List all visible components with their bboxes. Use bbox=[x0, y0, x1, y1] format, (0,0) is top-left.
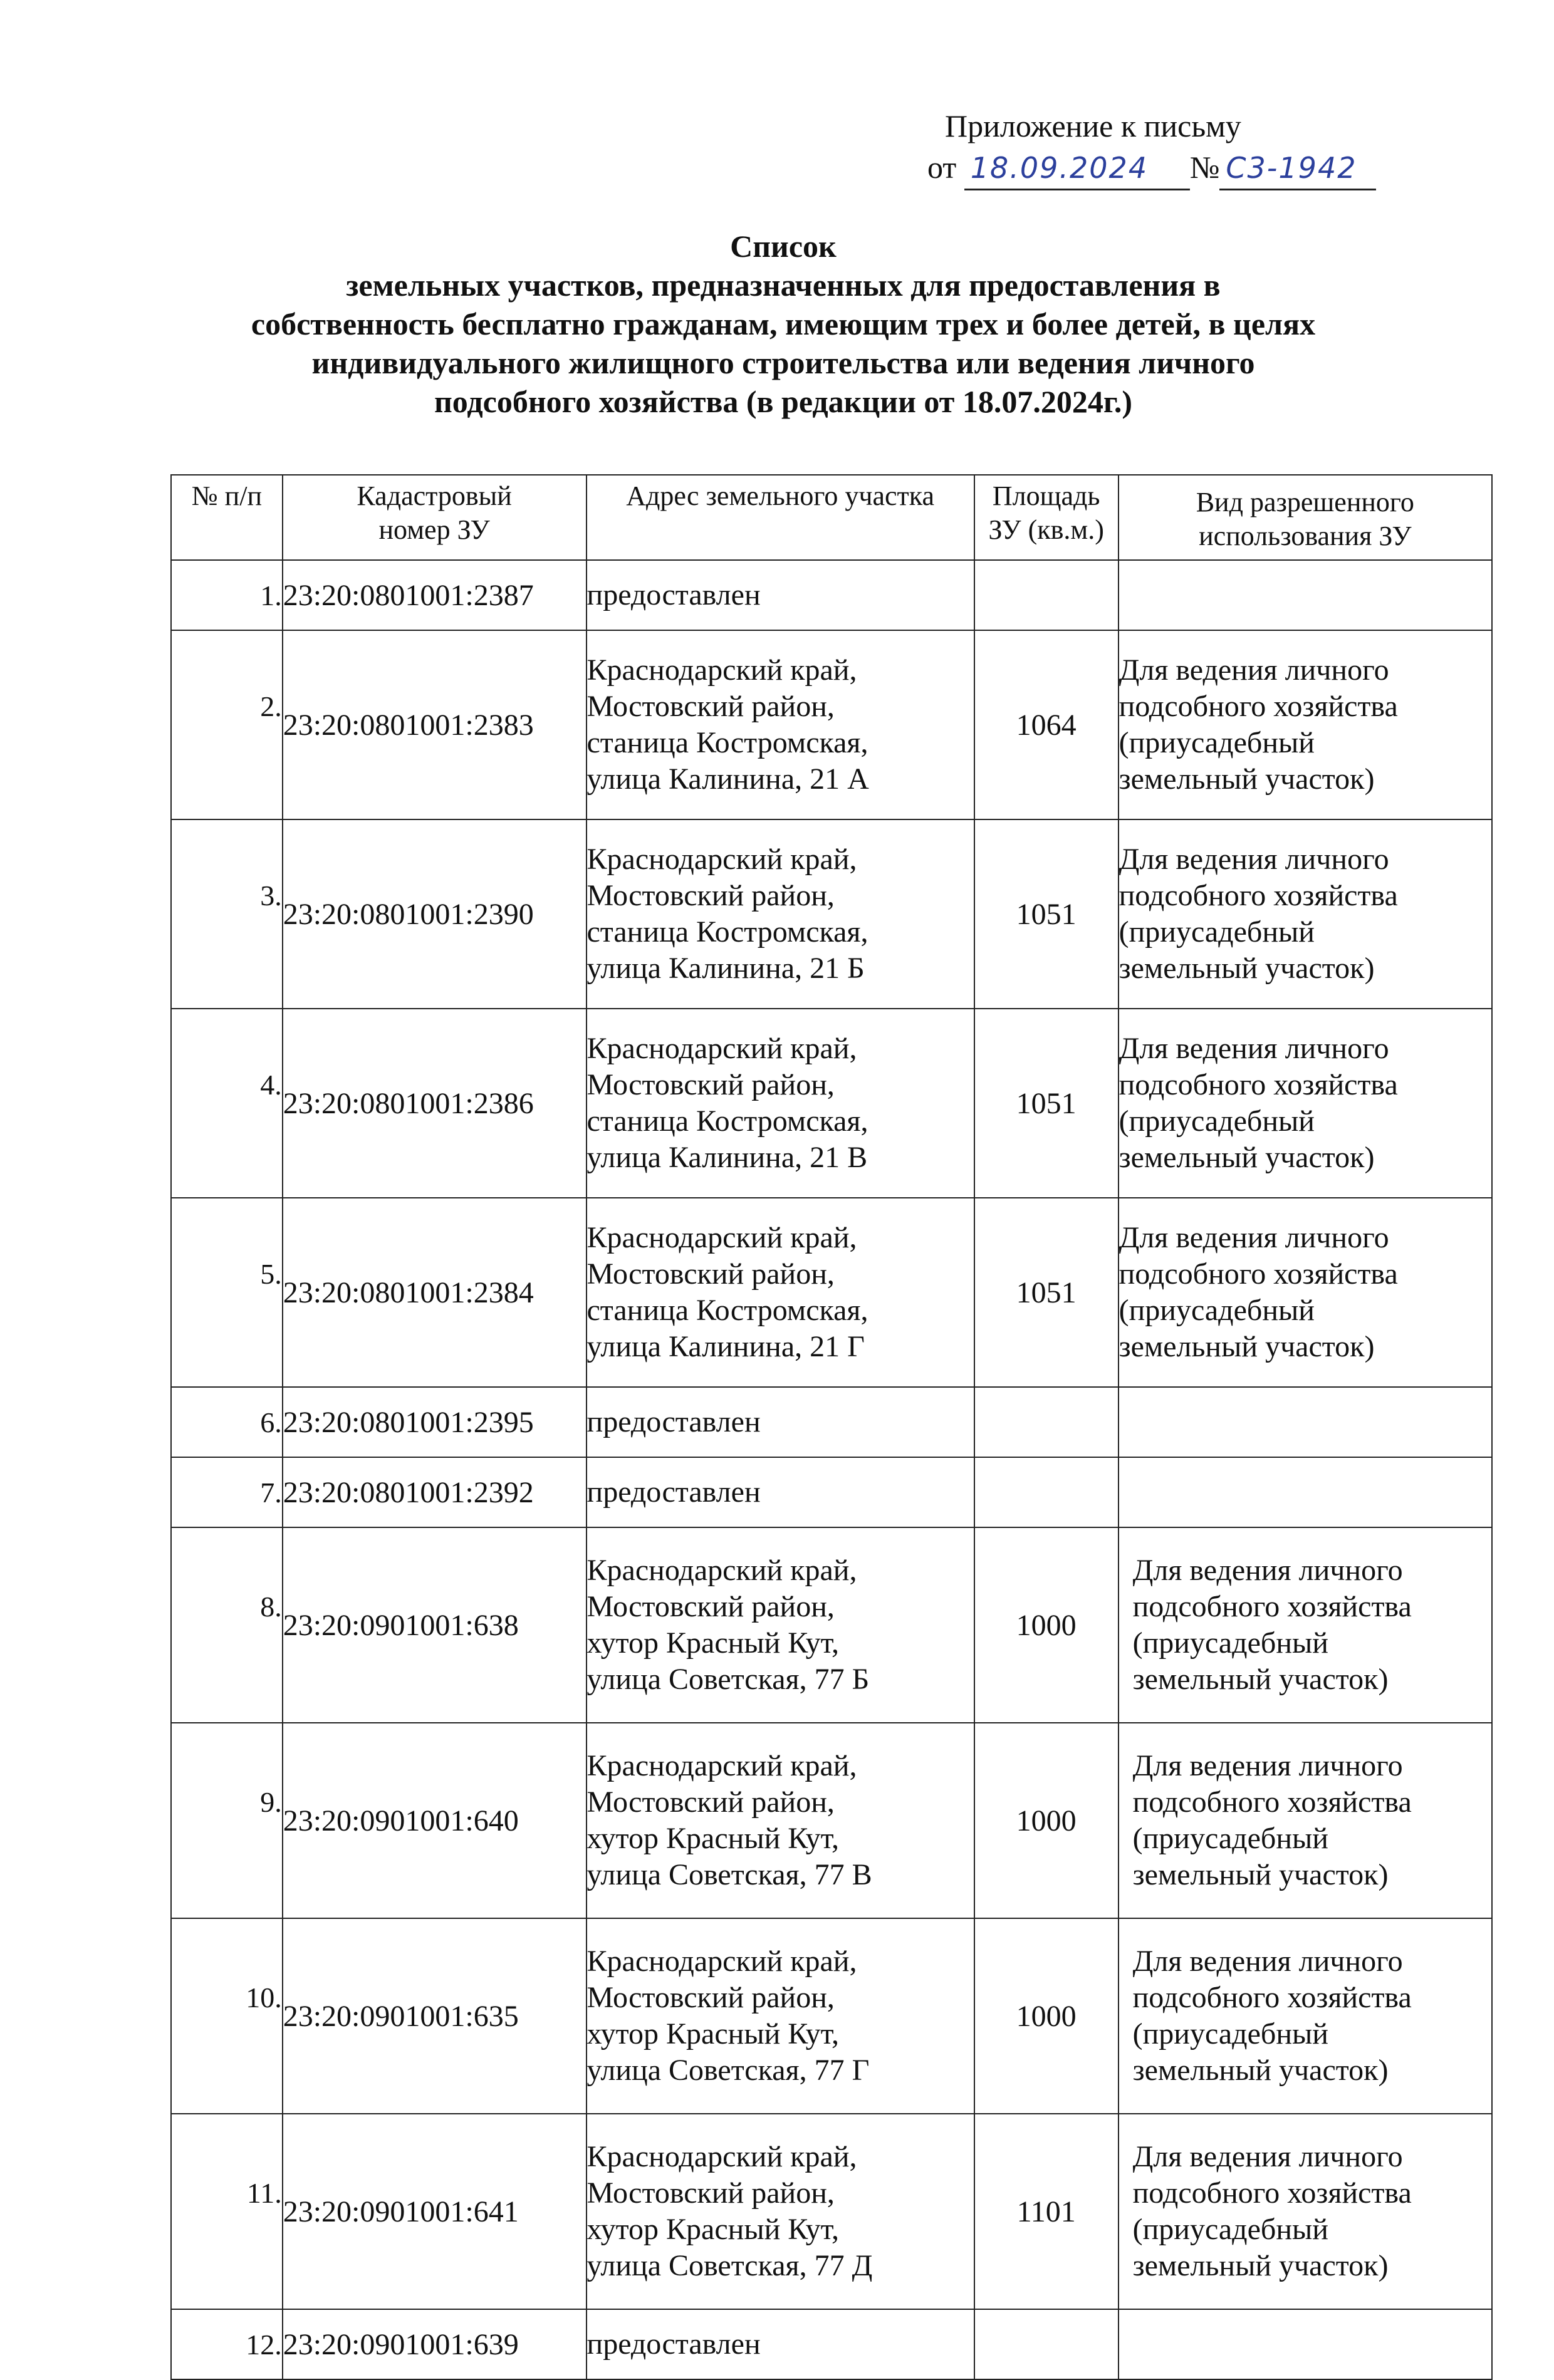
title-line: индивидуального жилищного строительства или ведения личного bbox=[311, 345, 1255, 380]
cadastral-number: 23:20:0801001:2395 bbox=[283, 1387, 587, 1457]
use-cell bbox=[1119, 1457, 1492, 1527]
area-cell: 1000 bbox=[974, 1918, 1119, 2114]
address-cell: Краснодарский край, Мостовский район, станица Костромская, улица Калинина, 21 Б bbox=[587, 819, 974, 1009]
table-row bbox=[171, 1918, 1492, 2114]
header-use: Вид разрешенного использования ЗУ bbox=[1119, 475, 1492, 560]
table-row bbox=[171, 1527, 1492, 1723]
cadastral-number: 23:20:0801001:2390 bbox=[283, 819, 587, 1009]
use-cell: Для ведения личного подсобного хозяйства (приусадебный земельный участок) bbox=[1119, 1723, 1492, 1918]
table-header-row bbox=[171, 475, 1492, 560]
table-row bbox=[171, 630, 1492, 819]
address-cell: предоставлен bbox=[587, 1457, 974, 1527]
header-area: Площадь ЗУ (кв.м.) bbox=[974, 475, 1119, 560]
cadastral-number: 23:20:0901001:641 bbox=[283, 2114, 587, 2309]
area-cell: 1000 bbox=[974, 1527, 1119, 1723]
use-cell bbox=[1119, 560, 1492, 630]
cadastral-number: 23:20:0801001:2392 bbox=[283, 1457, 587, 1527]
title-line: подсобного хозяйства (в редакции от 18.07.2024г.) bbox=[434, 384, 1133, 419]
address-cell: Краснодарский край, Мостовский район, станица Костромская, улица Калинина, 21 Г bbox=[587, 1198, 974, 1387]
land-plots-table bbox=[170, 474, 1493, 2380]
row-number: 1. bbox=[171, 560, 283, 630]
cadastral-number: 23:20:0901001:640 bbox=[283, 1723, 587, 1918]
address-cell: Краснодарский край, Мостовский район, хутор Красный Кут, улица Советская, 77 Д bbox=[587, 2114, 974, 2309]
area-cell: 1051 bbox=[974, 1198, 1119, 1387]
cadastral-number: 23:20:0801001:2386 bbox=[283, 1009, 587, 1198]
address-cell: предоставлен bbox=[587, 2309, 974, 2379]
document-title bbox=[157, 227, 1410, 421]
table-row bbox=[171, 2114, 1492, 2309]
area-cell bbox=[974, 560, 1119, 630]
row-number: 11. bbox=[171, 2114, 283, 2309]
area-cell: 1051 bbox=[974, 1009, 1119, 1198]
cadastral-number: 23:20:0801001:2384 bbox=[283, 1198, 587, 1387]
header-cadastral: Кадастровый номер ЗУ bbox=[283, 475, 587, 560]
handwritten-date: 18.09.2024 bbox=[964, 147, 1190, 190]
use-cell: Для ведения личного подсобного хозяйства (приусадебный земельный участок) bbox=[1119, 630, 1492, 819]
table-row bbox=[171, 819, 1492, 1009]
address-cell: Краснодарский край, Мостовский район, хутор Красный Кут, улица Советская, 77 В bbox=[587, 1723, 974, 1918]
use-cell: Для ведения личного подсобного хозяйства (приусадебный земельный участок) bbox=[1119, 1918, 1492, 2114]
use-cell: Для ведения личного подсобного хозяйства (приусадебный земельный участок) bbox=[1119, 819, 1492, 1009]
handwritten-number: С3-1942 bbox=[1219, 147, 1376, 190]
use-cell: Для ведения личного подсобного хозяйства (приусадебный земельный участок) bbox=[1119, 1009, 1492, 1198]
area-cell bbox=[974, 1387, 1119, 1457]
header-address: Адрес земельного участка bbox=[587, 475, 974, 560]
use-cell bbox=[1119, 2309, 1492, 2379]
cadastral-number: 23:20:0801001:2387 bbox=[283, 560, 587, 630]
cadastral-number: 23:20:0901001:635 bbox=[283, 1918, 587, 2114]
title-line: земельных участков, предназначенных для предоставления в bbox=[346, 268, 1221, 303]
use-cell: Для ведения личного подсобного хозяйства (приусадебный земельный участок) bbox=[1119, 1527, 1492, 1723]
cadastral-number: 23:20:0901001:639 bbox=[283, 2309, 587, 2379]
address-cell: Краснодарский край, Мостовский район, станица Костромская, улица Калинина, 21 А bbox=[587, 630, 974, 819]
address-cell: Краснодарский край, Мостовский район, хутор Красный Кут, улица Советская, 77 Б bbox=[587, 1527, 974, 1723]
address-cell: Краснодарский край, Мостовский район, станица Костромская, улица Калинина, 21 В bbox=[587, 1009, 974, 1198]
from-label: от bbox=[927, 150, 957, 185]
letter-reference bbox=[927, 147, 1376, 190]
use-cell: Для ведения личного подсобного хозяйства (приусадебный земельный участок) bbox=[1119, 1198, 1492, 1387]
area-cell: 1051 bbox=[974, 819, 1119, 1009]
row-number: 4. bbox=[171, 1009, 283, 1198]
area-cell bbox=[974, 2309, 1119, 2379]
row-number: 7. bbox=[171, 1457, 283, 1527]
title-line: Список bbox=[730, 229, 837, 264]
row-number: 12. bbox=[171, 2309, 283, 2379]
header-num: № п/п bbox=[171, 475, 283, 560]
table-row bbox=[171, 1387, 1492, 1457]
table-row bbox=[171, 1457, 1492, 1527]
address-cell: Краснодарский край, Мостовский район, хутор Красный Кут, улица Советская, 77 Г bbox=[587, 1918, 974, 2114]
row-number: 9. bbox=[171, 1723, 283, 1918]
table-row bbox=[171, 560, 1492, 630]
use-cell: Для ведения личного подсобного хозяйства (приусадебный земельный участок) bbox=[1119, 2114, 1492, 2309]
number-label: № bbox=[1189, 150, 1220, 185]
table-row bbox=[171, 2309, 1492, 2379]
table-row bbox=[171, 1198, 1492, 1387]
row-number: 3. bbox=[171, 819, 283, 1009]
appendix-note bbox=[927, 105, 1376, 190]
row-number: 10. bbox=[171, 1918, 283, 2114]
area-cell: 1000 bbox=[974, 1723, 1119, 1918]
row-number: 8. bbox=[171, 1527, 283, 1723]
address-cell: предоставлен bbox=[587, 560, 974, 630]
cadastral-number: 23:20:0901001:638 bbox=[283, 1527, 587, 1723]
table-row bbox=[171, 1723, 1492, 1918]
use-cell bbox=[1119, 1387, 1492, 1457]
row-number: 6. bbox=[171, 1387, 283, 1457]
appendix-line: Приложение к письму bbox=[945, 108, 1241, 143]
area-cell: 1101 bbox=[974, 2114, 1119, 2309]
area-cell bbox=[974, 1457, 1119, 1527]
row-number: 2. bbox=[171, 630, 283, 819]
title-line: собственность бесплатно гражданам, имеющим трех и более детей, в целях bbox=[251, 306, 1316, 341]
address-cell: предоставлен bbox=[587, 1387, 974, 1457]
table-row bbox=[171, 1009, 1492, 1198]
area-cell: 1064 bbox=[974, 630, 1119, 819]
row-number: 5. bbox=[171, 1198, 283, 1387]
cadastral-number: 23:20:0801001:2383 bbox=[283, 630, 587, 819]
